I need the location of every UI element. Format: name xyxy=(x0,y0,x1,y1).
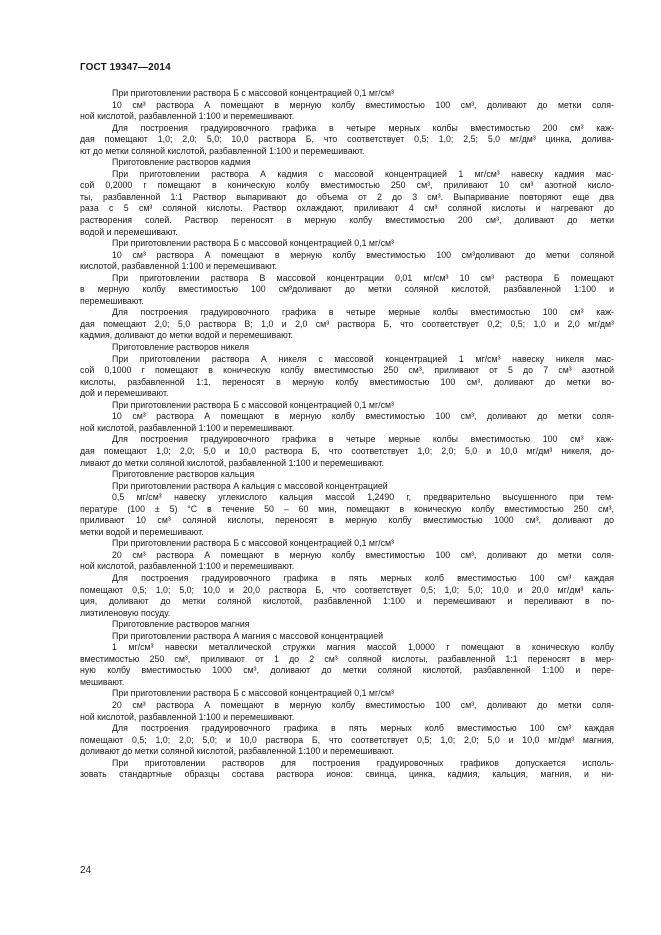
text-line: Приготовление растворов кадмия xyxy=(112,157,251,168)
text-line: При приготовлении раствора В массовой концентрации 0,01 мг/см³ 10 см³ раствора Б помещают xyxy=(112,272,614,283)
text-line: кислоты, разбавленной 1:1, переносят в мерную колбу вместимостью 100 см³, доливают до метки во- xyxy=(80,376,614,387)
text-line: Для построения градуировочного графика в пять мерных колб вместимостью 100 см³ каждая xyxy=(112,572,614,583)
text-line: ной кислотой, разбавленной 1:100 и перемешивают. xyxy=(80,422,295,433)
text-line: ют до метки соляной кислотой, разбавленной 1:100 и перемешивают. xyxy=(80,145,365,156)
text-line: Приготовление растворов магния xyxy=(112,619,250,630)
text-line: Для построения градуировочного графика в четыре мерных колбы вместимостью 200 см³ каж- xyxy=(112,122,614,133)
page-number: 24 xyxy=(80,865,92,876)
text-line: пературе (100 ± 5) °С в течение 50 – 60 мин, помещают в коническую колбу вместимостью 250 см³, xyxy=(80,503,614,514)
text-line: ты, разбавленной 1:1 Раствор выпаривают до объема от 2 до 3 см³. Выпаривание повторяют еще два xyxy=(80,191,614,202)
text-line: ция, доливают до метки соляной кислотой, разбавленной 1:100 и перемешивают и переливают в по- xyxy=(80,596,614,607)
text-line: 10 см³ раствора А помещают в мерную колбу вместимостью 100 см³доливают до метки соляной xyxy=(112,249,614,260)
text-line: При приготовлении раствора А магния с массовой концентрацией xyxy=(112,630,384,641)
text-line: При приготовлении раствора А кадмия с массовой концентрацией 1 мг/см³ навеску кадмия мас- xyxy=(112,168,614,179)
text-line: дая помещают 2,0; 5,0 раствора В; 1,0 и 2,0 см³ раствора Б, что соответствует 0,2; 0,5; 1,0 и 2,0 мг/дм³ xyxy=(80,318,614,329)
text-line: сой 0,2000 г помещают в коническую колбу вместимостью 250 см³, приливают 10 см³ азотной кисло- xyxy=(80,180,614,191)
text-line: ной кислотой, разбавленной 1:100 и перемешивают. xyxy=(80,111,295,122)
text-line: Для построения градуировочного графика в пять мерных колб вместимостью 100 см³ каждая xyxy=(112,723,614,734)
text-line: 20 см³ раствора А помещают в мерную колбу вместимостью 100 см³, доливают до метки соля- xyxy=(112,549,614,560)
text-line: перемешивают. xyxy=(80,295,144,306)
text-line: раза с 5 см³ соляной кислоты. Раствор охлаждают, приливают 4 см³ соляной кислоты и нагревают до xyxy=(80,203,614,214)
text-line: дой и перемешивают. xyxy=(80,388,169,399)
text-line: ной кислотой, разбавленной 1:100 и перемешивают. xyxy=(80,711,295,722)
text-line: 0,5 мг/см³ навеску углекислого кальция массой 1,2490 г, предварительно высушенного при тем- xyxy=(112,492,614,503)
text-line: При приготовлении растворов для построения градуировочных графиков допускается исполь- xyxy=(112,757,614,768)
text-line: доливают до метки соляной кислотой, разбавленной 1:100 и перемешивают. xyxy=(80,746,394,757)
text-line: ливают до метки соляной кислотой, разбавленной 1:100 и перемешивают. xyxy=(80,457,385,468)
text-line: 10 см³ раствора А помещают в мерную колбу вместимостью 100 см³, доливают до метки соля- xyxy=(112,411,614,422)
text-line: вместимостью 250 см³, приливают от 1 до 2 см³ соляной кислоты, разбавленной 1:1 переносят в мер- xyxy=(80,653,614,664)
text-line: водой и перемешивают. xyxy=(80,226,178,237)
text-line: дая помещают 1,0; 2,0; 5,0; 10,0 раствора Б, что соответствует 0,5; 1,0; 2,5; 5,0 мг/дм³ цинка, долива- xyxy=(80,134,614,145)
text-line: растворения солей. Раствор переносят в мерную колбу вместимостью 200 см³, доливают до метки xyxy=(80,215,614,226)
text-line: При приготовлении раствора А кальция с массовой концентрацией xyxy=(112,480,388,491)
text-line: 10 см³ раствора А помещают в мерную колбу вместимостью 100 см³, доливают до метки соля- xyxy=(112,99,614,110)
text-line: помещают 0,5; 1,0; 5,0; 10,0 и 20,0 раствора Б, что соответствует 0,5; 1,0; 5,0; 10,0 и 20,0 мг/дм³ каль- xyxy=(80,584,614,595)
text-line: кадмия, доливают до метки водой и перемешивают. xyxy=(80,330,293,341)
text-line: При приготовлении раствора Б с массовой концентрацией 0,1 мг/см³ xyxy=(112,538,394,549)
text-line: лиэтиленовую посуду. xyxy=(80,607,171,618)
text-line: кислотой, разбавленной 1:100 и перемешивают. xyxy=(80,261,278,272)
text-line: При приготовлении раствора Б с массовой концентрацией 0,1 мг/см³ xyxy=(112,399,394,410)
text-line: При приготовлении раствора А никеля с массовой концентрацией 1 мг/см³ навеску никеля мас- xyxy=(112,353,614,364)
text-line: мешивают. xyxy=(80,676,125,687)
text-line: При приготовлении раствора Б с массовой концентрацией 0,1 мг/см³ xyxy=(112,238,394,249)
text-line: сой 0,1000 г помещают в коническую колбу вместимостью 250 см³, приливают от 5 до 7 см³ азотной xyxy=(80,365,614,376)
text-line: Приготовление растворов никеля xyxy=(112,342,250,353)
text-line: дая помещают 1,0; 2,0; 5,0 и 10,0 раствора Б, что соответствует 1,0; 2,0; 5,0 и 10,0 мг/дм³ никеля, до- xyxy=(80,445,614,456)
text-line: Для построения градуировочного графика в четыре мерные колбы вместимостью 100 см³ каж- xyxy=(112,307,614,318)
document-header: ГОСТ 19347—2014 xyxy=(80,62,171,73)
text-line: в мерную колбу вместимостью 100 см³доливают до метки соляной кислотой, разбавленной 1:100 и xyxy=(80,284,614,295)
text-line: зовать стандартные образцы состава раствора ионов: свинца, цинка, кадмия, кальция, магния, и ни- xyxy=(80,769,614,780)
text-line: При приготовлении раствора Б с массовой концентрацией 0,1 мг/см³ xyxy=(112,688,394,699)
text-line: метки водой и перемешивают. xyxy=(80,526,204,537)
body-text xyxy=(80,88,614,781)
text-line: помещают 0,5; 1,0; 2,0; 5,0; и 10,0 раствора Б, что соответствует 0,5; 1,0; 2,0; 5,0 и 10,0 мг/дм³ магния, xyxy=(80,734,614,745)
text-line: ной кислотой, разбавленной 1:100 и перемешивают. xyxy=(80,561,295,572)
text-line: 20 см³ раствора А помещают в мерную колбу вместимостью 100 см³, доливают до метки соля- xyxy=(112,699,614,710)
text-line: приливают 10 см³ соляной кислоты, переносят в мерную колбу вместимостью 1000 см³, доливают до xyxy=(80,515,614,526)
text-line: Приготовление растворов кальция xyxy=(112,469,255,480)
text-line: 1 мг/см³ навески металлической стружки магния массой 1,0000 г помещают в коническую колбу xyxy=(112,642,614,653)
text-line: Для построения градуировочного графика в четыре мерные колбы вместимостью 100 см³ каж- xyxy=(112,434,614,445)
text-line: ную колбу вместимостью 1000 см³, доливают до метки соляной кислотой, разбавленной 1:100 и пере- xyxy=(80,665,614,676)
text-line: При приготовлении раствора Б с массовой концентрацией 0,1 мг/см³ xyxy=(112,88,394,98)
